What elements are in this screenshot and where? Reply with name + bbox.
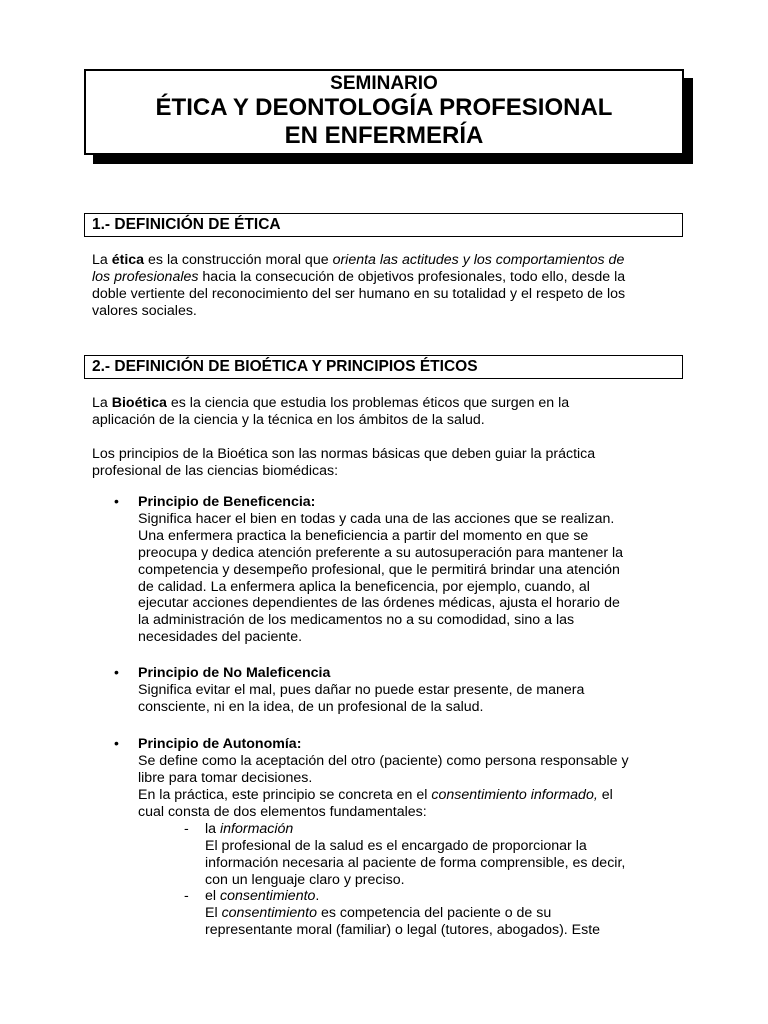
principle-heading: Principio de Autonomía: — [138, 736, 302, 752]
text-line: preocupa y dedica atención preferente a su autosuperación para mantener la — [138, 544, 624, 561]
section-2-heading: 2.- DEFINICIÓN DE BIOÉTICA Y PRINCIPIOS ÉTICOS — [92, 358, 478, 375]
text-line: Una enfermera practica la beneficiencia a partir del momento en que se — [138, 527, 589, 544]
text-line: representante moral (familiar) o legal (tutores, abogados). Este — [205, 921, 601, 938]
title-block — [84, 69, 684, 155]
section-2-header — [84, 355, 683, 379]
section-2-paragraph-1 — [92, 395, 682, 429]
element-title: la información — [205, 821, 294, 837]
title-seminar: SEMINARIO — [330, 73, 438, 94]
bullet-point: • — [114, 493, 119, 509]
element-consentimiento — [205, 888, 683, 939]
text-line: Se define como la aceptación del otro (paciente) como persona responsable y — [138, 752, 629, 769]
text-line: La Bioética es la ciencia que estudia los problemas éticos que surgen en la — [92, 395, 570, 411]
text-line: consciente, ni en la idea, de un profesional de la salud. — [138, 698, 484, 715]
text-line: necesidades del paciente. — [138, 629, 303, 646]
section-2-paragraph-2 — [92, 446, 682, 480]
text-line: doble vertiente del reconocimiento del ser humano en su totalidad y el respeto de los — [92, 285, 626, 302]
text-line: profesional de las ciencias biomédicas: — [92, 462, 339, 479]
text-line: El consentimiento es competencia del paciente o de su — [205, 904, 552, 921]
text-line: Significa hacer el bien en todas y cada una de las acciones que se realizan. — [138, 510, 615, 527]
bullet-point: • — [114, 735, 119, 751]
text-line: de calidad. La enfermera aplica la beneficencia, por ejemplo, cuando, al — [138, 578, 590, 595]
text-line: aplicación de la ciencia y la técnica en los ámbitos de la salud. — [92, 411, 485, 428]
section-1-heading: 1.- DEFINICIÓN DE ÉTICA — [92, 216, 281, 233]
title-main: ÉTICA Y DEONTOLOGÍA PROFESIONAL — [155, 94, 613, 121]
text-line: El profesional de la salud es el encargado de proporcionar la — [205, 837, 587, 854]
dash-marker: - — [184, 821, 189, 837]
principle-autonomia — [138, 736, 683, 821]
element-informacion — [205, 821, 683, 889]
principle-heading: Principio de No Maleficencia — [138, 665, 331, 681]
text-line: con un lenguaje claro y preciso. — [205, 871, 405, 888]
element-title: el consentimiento. — [205, 888, 320, 904]
principle-no-maleficencia — [138, 665, 683, 716]
text-line: La ética es la construcción moral que orienta las actitudes y los comportamientos de — [92, 252, 625, 268]
text-line: valores sociales. — [92, 302, 197, 319]
text-line: competencia y desempeño profesional, que le permitirá brindar una atención — [138, 561, 620, 578]
text-line: información necesaria al paciente de forma comprensible, es decir, — [205, 854, 626, 871]
title-box — [84, 69, 684, 155]
dash-marker: - — [184, 888, 189, 904]
principle-heading: Principio de Beneficencia: — [138, 494, 316, 510]
text-line: libre para tomar decisiones. — [138, 769, 313, 786]
text-line: los profesionales hacia la consecución de objetivos profesionales, todo ello, desde la — [92, 268, 626, 285]
principle-beneficencia — [138, 494, 683, 646]
text-line: Significa evitar el mal, pues dañar no puede estar presente, de manera — [138, 681, 585, 698]
text-line: En la práctica, este principio se concreta en el consentimiento informado, el — [138, 786, 613, 803]
text-line: cual consta de dos elementos fundamentales: — [138, 803, 427, 820]
title-sub: EN ENFERMERÍA — [284, 122, 484, 149]
text-line: Los principios de la Bioética son las normas básicas que deben guiar la práctica — [92, 446, 596, 462]
text-line: ejecutar acciones dependientes de las órdenes médicas, ajusta el horario de — [138, 595, 620, 612]
section-1-header — [84, 213, 683, 237]
section-1-paragraph — [92, 252, 682, 320]
bullet-point: • — [114, 664, 119, 680]
text-line: la administración de los medicamentos no a su comodidad, sino a las — [138, 612, 575, 629]
